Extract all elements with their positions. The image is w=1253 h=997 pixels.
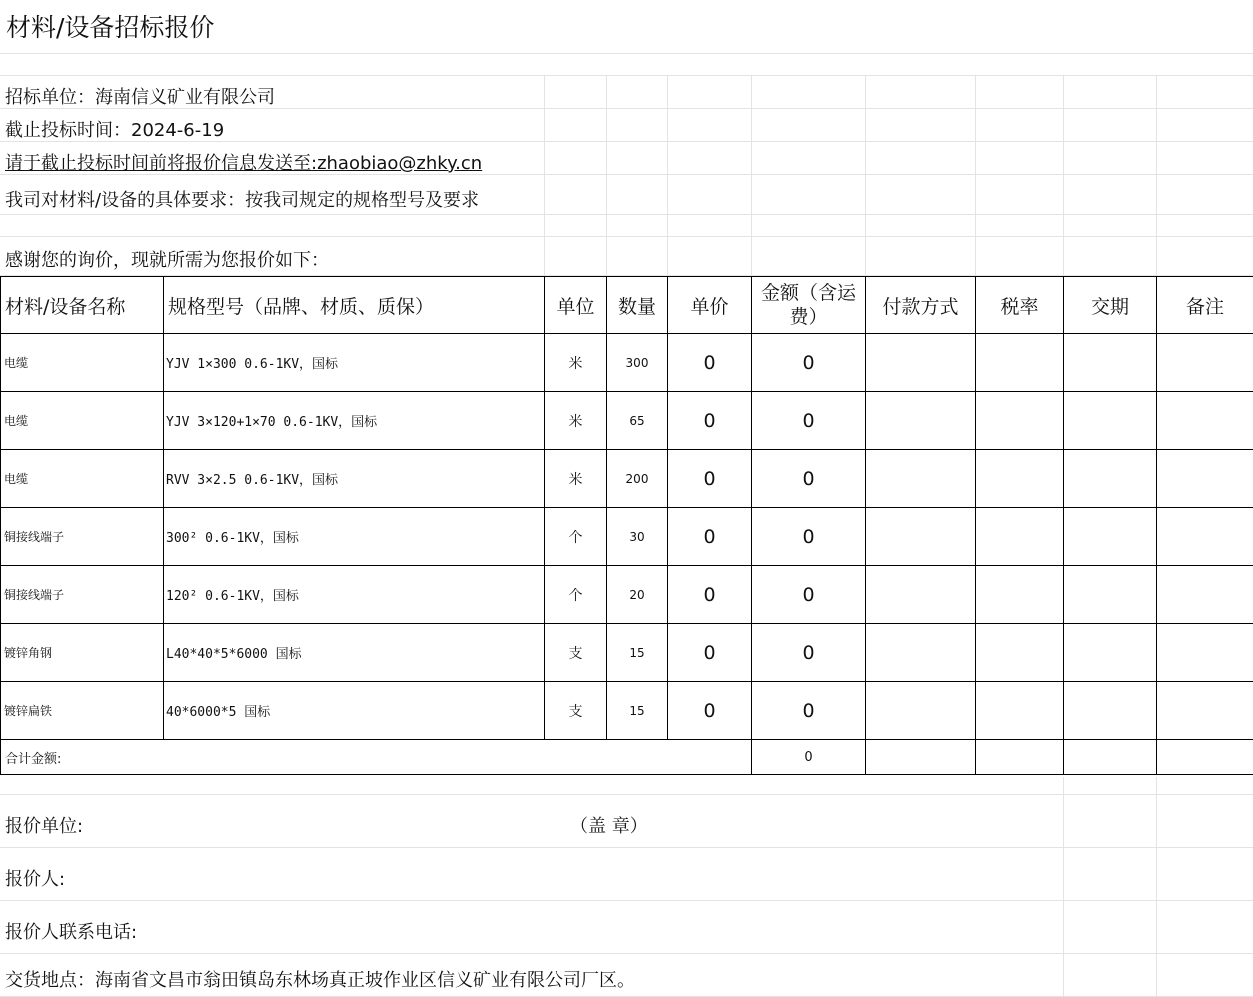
table-row [1, 624, 1253, 682]
phone-label: 报价人联系电话: [5, 922, 138, 943]
grid-col [1156, 777, 1157, 997]
grid-row [0, 901, 1253, 954]
item-amount[interactable]: 0 [752, 334, 866, 392]
item-name[interactable]: 铜接线端子 [1, 566, 164, 624]
grid-row [0, 215, 1253, 237]
item-qty[interactable]: 15 [607, 624, 668, 682]
header-cell: 数量 [607, 277, 668, 334]
total-tax-cell[interactable] [976, 740, 1064, 775]
tax-cell[interactable] [976, 334, 1064, 392]
remark-cell[interactable] [1157, 508, 1253, 566]
delivery-location: 交货地点：海南省文昌市翁田镇岛东林场真正坡作业区信义矿业有限公司厂区。 [5, 970, 635, 991]
thanks-note: 感谢您的询价，现就所需为您报价如下： [5, 250, 329, 271]
item-name[interactable]: 铜接线端子 [1, 508, 164, 566]
item-name[interactable]: 电缆 [1, 334, 164, 392]
item-spec[interactable]: RVV 3×2.5 0.6-1KV，国标 [164, 450, 545, 508]
table-row [1, 508, 1253, 566]
deadline: 截止投标时间：2024-6-19 [5, 120, 225, 141]
item-amount[interactable]: 0 [752, 450, 866, 508]
total-payment-cell[interactable] [866, 740, 976, 775]
total-delivery-cell[interactable] [1064, 740, 1157, 775]
item-spec[interactable]: YJV 3×120+1×70 0.6-1KV，国标 [164, 392, 545, 450]
quote-table [0, 276, 1253, 775]
item-unit[interactable]: 米 [545, 450, 607, 508]
send-notice-link[interactable]: 请于截止投标时间前将报价信息发送至:zhaobiao@zhky.cn [5, 153, 483, 174]
tax-cell[interactable] [976, 450, 1064, 508]
item-spec[interactable]: L40*40*5*6000 国标 [164, 624, 545, 682]
grid-row [0, 54, 1253, 76]
item-name[interactable]: 镀锌扁铁 [1, 682, 164, 740]
table-row [1, 392, 1253, 450]
item-price[interactable]: 0 [668, 682, 752, 740]
item-amount[interactable]: 0 [752, 682, 866, 740]
header-cell: 规格型号（品牌、材质、质保） [164, 277, 545, 334]
item-spec[interactable]: 40*6000*5 国标 [164, 682, 545, 740]
grid-col [544, 76, 545, 276]
item-unit[interactable]: 米 [545, 334, 607, 392]
delivery-time-cell[interactable] [1064, 566, 1157, 624]
item-amount[interactable]: 0 [752, 392, 866, 450]
payment-cell[interactable] [866, 450, 976, 508]
remark-cell[interactable] [1157, 566, 1253, 624]
header-cell: 材料/设备名称 [1, 277, 164, 334]
header-cell: 单位 [545, 277, 607, 334]
item-amount[interactable]: 0 [752, 566, 866, 624]
tax-cell[interactable] [976, 566, 1064, 624]
header-cell: 备注 [1157, 277, 1253, 334]
total-value[interactable]: 0 [752, 740, 866, 775]
grid-col [667, 76, 668, 276]
item-qty[interactable]: 15 [607, 682, 668, 740]
header-cell: 税率 [976, 277, 1064, 334]
delivery-time-cell[interactable] [1064, 508, 1157, 566]
item-price[interactable]: 0 [668, 508, 752, 566]
bidder-unit: 招标单位：海南信义矿业有限公司 [5, 87, 275, 108]
grid-col [1063, 777, 1064, 997]
item-qty[interactable]: 300 [607, 334, 668, 392]
total-label: 合计金额: [1, 740, 752, 775]
item-name[interactable]: 电缆 [1, 392, 164, 450]
tax-cell[interactable] [976, 682, 1064, 740]
payment-cell[interactable] [866, 682, 976, 740]
item-qty[interactable]: 200 [607, 450, 668, 508]
item-unit[interactable]: 支 [545, 624, 607, 682]
quote-unit-label: 报价单位: [5, 816, 84, 837]
item-unit[interactable]: 个 [545, 508, 607, 566]
table-row [1, 566, 1253, 624]
stamp-label: （盖 章） [570, 816, 648, 837]
item-unit[interactable]: 米 [545, 392, 607, 450]
grid-row [0, 777, 1253, 795]
remark-cell[interactable] [1157, 334, 1253, 392]
grid-col [606, 76, 607, 276]
tax-cell[interactable] [976, 392, 1064, 450]
delivery-time-cell[interactable] [1064, 392, 1157, 450]
remark-cell[interactable] [1157, 624, 1253, 682]
item-qty[interactable]: 65 [607, 392, 668, 450]
total-remark-cell[interactable] [1157, 740, 1253, 775]
header-cell: 金额（含运费） [752, 277, 866, 334]
item-price[interactable]: 0 [668, 392, 752, 450]
table-row [1, 334, 1253, 392]
header-cell: 付款方式 [866, 277, 976, 334]
item-amount[interactable]: 0 [752, 624, 866, 682]
total-row [1, 740, 1253, 775]
item-price[interactable]: 0 [668, 566, 752, 624]
table-row [1, 682, 1253, 740]
delivery-time-cell[interactable] [1064, 450, 1157, 508]
item-spec[interactable]: 120² 0.6-1KV，国标 [164, 566, 545, 624]
item-unit[interactable]: 个 [545, 566, 607, 624]
grid-col [1156, 76, 1157, 276]
grid-col [1063, 76, 1064, 276]
item-unit[interactable]: 支 [545, 682, 607, 740]
tax-cell[interactable] [976, 508, 1064, 566]
item-spec[interactable]: YJV 1×300 0.6-1KV，国标 [164, 334, 545, 392]
delivery-time-cell[interactable] [1064, 682, 1157, 740]
remark-cell[interactable] [1157, 682, 1253, 740]
requirements: 我司对材料/设备的具体要求：按我司规定的规格型号及要求 [5, 190, 480, 211]
payment-cell[interactable] [866, 566, 976, 624]
grid-col [975, 76, 976, 276]
delivery-time-cell[interactable] [1064, 624, 1157, 682]
remark-cell[interactable] [1157, 450, 1253, 508]
table-row [1, 450, 1253, 508]
delivery-time-cell[interactable] [1064, 334, 1157, 392]
grid-row [0, 848, 1253, 901]
header-cell: 单价 [668, 277, 752, 334]
grid-col [865, 76, 866, 276]
remark-cell[interactable] [1157, 392, 1253, 450]
tax-cell[interactable] [976, 624, 1064, 682]
header-row [1, 277, 1253, 334]
payment-cell[interactable] [866, 392, 976, 450]
quoter-label: 报价人: [5, 869, 66, 890]
payment-cell[interactable] [866, 624, 976, 682]
item-name[interactable]: 电缆 [1, 450, 164, 508]
grid-col [751, 76, 752, 276]
item-qty[interactable]: 20 [607, 566, 668, 624]
item-price[interactable]: 0 [668, 450, 752, 508]
item-price[interactable]: 0 [668, 334, 752, 392]
item-qty[interactable]: 30 [607, 508, 668, 566]
header-cell: 交期 [1064, 277, 1157, 334]
item-spec[interactable]: 300² 0.6-1KV，国标 [164, 508, 545, 566]
page-title: 材料/设备招标报价 [6, 13, 215, 42]
payment-cell[interactable] [866, 334, 976, 392]
item-amount[interactable]: 0 [752, 508, 866, 566]
payment-cell[interactable] [866, 508, 976, 566]
item-price[interactable]: 0 [668, 624, 752, 682]
item-name[interactable]: 镀锌角钢 [1, 624, 164, 682]
